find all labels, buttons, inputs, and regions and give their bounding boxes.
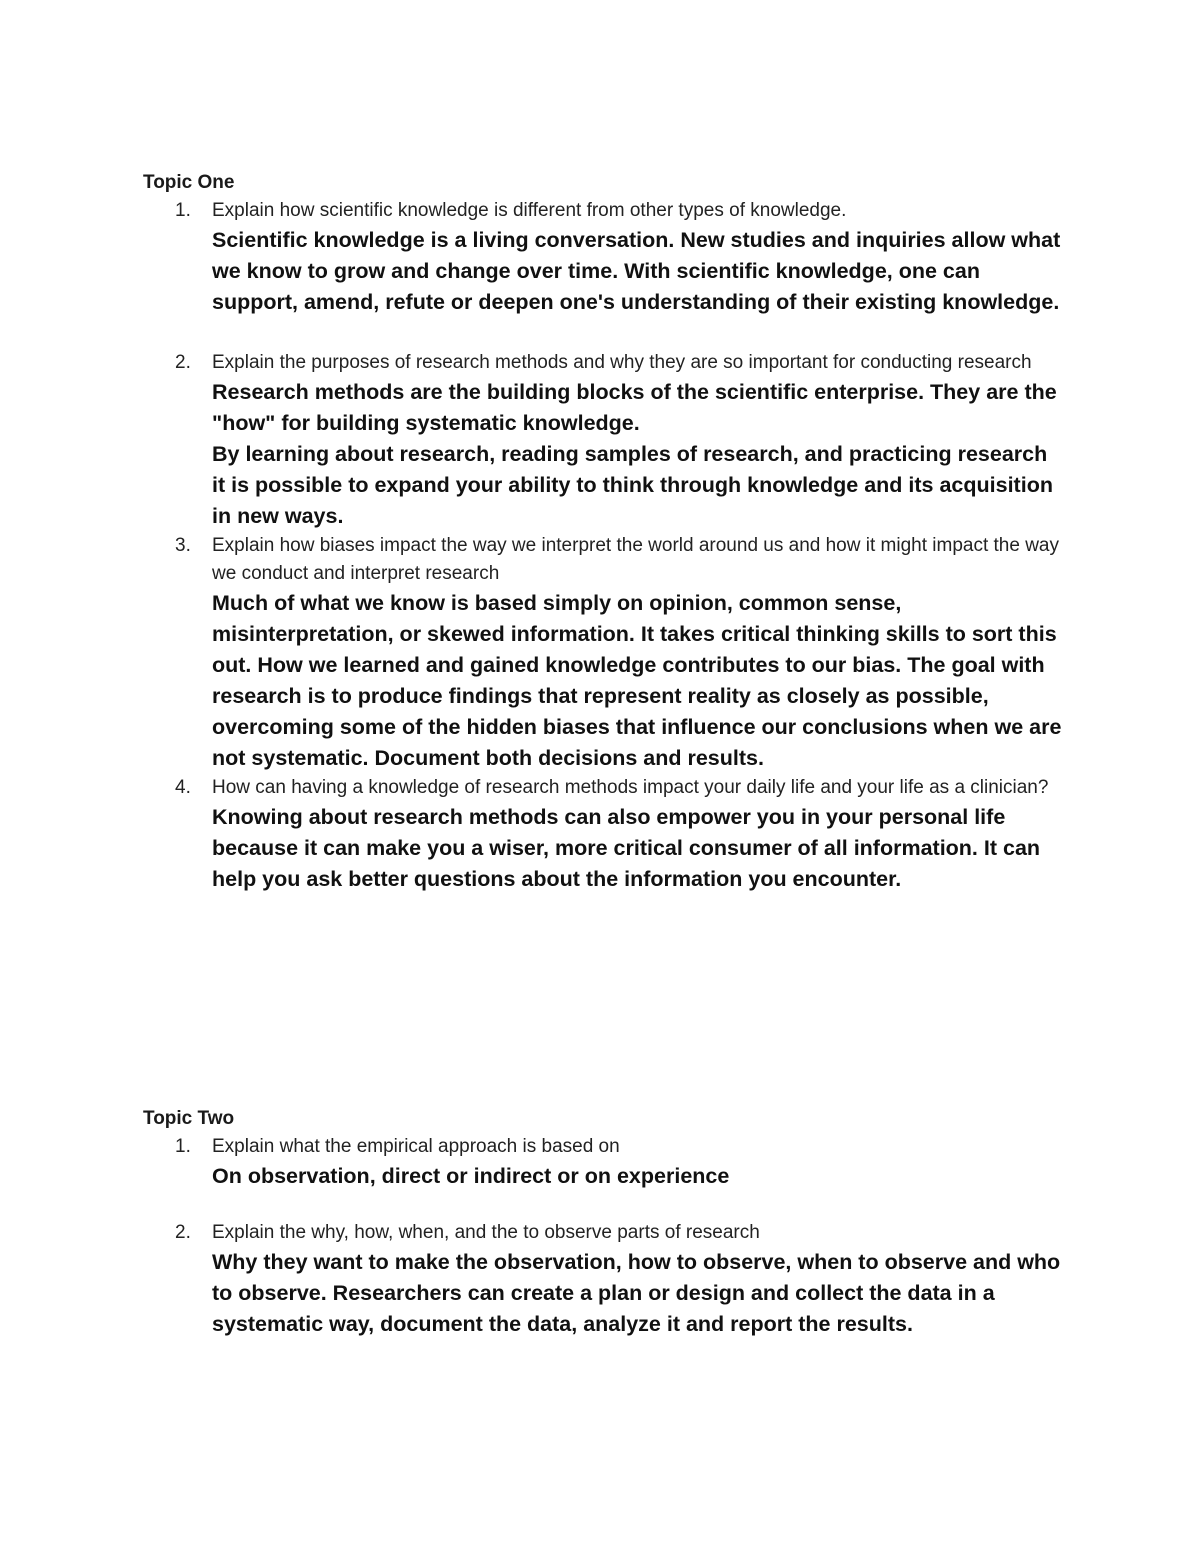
topic-one-question-1 <box>143 197 1063 318</box>
answer-text: Much of what we know is based simply on opinion, common sense, misinterpretation, or skewed information. It takes critical thinking skills to sort this out. How we learned and gained knowledge contributes to our bias. The goal with research is to produce findings that represent reality as closely as possible, overcoming some of the hidden biases that influence our conclusions when we are not systematic. Document both decisions and results. <box>212 591 1062 770</box>
answer-text: By learning about research, reading samples of research, and practicing research it is possible to expand your ability to think through knowledge and its acquisition in new ways. <box>212 442 1053 528</box>
question-text: Explain how biases impact the way we interpret the world around us and how it might impact the way we conduct and interpret research <box>212 535 1059 584</box>
question-text: Explain the purposes of research methods and why they are so important for conducting research <box>212 352 1032 373</box>
question-number: 2. <box>175 352 191 373</box>
question-text: How can having a knowledge of research methods impact your daily life and your life as a clinician? <box>212 777 1049 798</box>
topic-one-section <box>143 169 1063 895</box>
topic-one-question-3 <box>143 532 1063 774</box>
topic-one-questions <box>143 197 1063 895</box>
topic-two-title: Topic Two <box>143 1108 235 1129</box>
spacer <box>143 318 1063 349</box>
question-number: 2. <box>175 1222 191 1243</box>
answer-text: Research methods are the building blocks of the scientific enterprise. They are the "how" for building systematic knowledge. <box>212 380 1057 435</box>
question-text: Explain how scientific knowledge is different from other types of knowledge. <box>212 200 847 221</box>
topic-two-questions <box>143 1133 1063 1340</box>
question-number: 3. <box>175 535 191 556</box>
topic-one-question-4 <box>143 774 1063 895</box>
question-text: Explain the why, how, when, and the to observe parts of research <box>212 1222 760 1243</box>
answer-text: Scientific knowledge is a living conversation. New studies and inquiries allow what we know to grow and change over time. With scientific knowledge, one can support, amend, refute or deepen one's understanding of their existing knowledge. <box>212 228 1061 314</box>
topic-two-question-2 <box>143 1219 1063 1340</box>
topic-two-question-1 <box>143 1133 1063 1192</box>
question-text: Explain what the empirical approach is based on <box>212 1136 620 1157</box>
answer-text: On observation, direct or indirect or on experience <box>212 1164 730 1188</box>
topic-two-section <box>143 1105 1063 1340</box>
answer-text: Why they want to make the observation, how to observe, when to observe and who to observe. Researchers can create a plan or design and collect the data in a systematic way, document the data, analyze it and report the results. <box>212 1250 1061 1336</box>
answer-text: Knowing about research methods can also empower you in your personal life because it can make you a wiser, more critical consumer of all information. It can help you ask better questions about the information you encounter. <box>212 805 1041 891</box>
spacer <box>143 1192 1063 1219</box>
topic-one-title: Topic One <box>143 172 235 193</box>
question-number: 1. <box>175 1136 191 1157</box>
topic-one-question-2 <box>143 349 1063 532</box>
question-number: 1. <box>175 200 191 221</box>
question-number: 4. <box>175 777 191 798</box>
